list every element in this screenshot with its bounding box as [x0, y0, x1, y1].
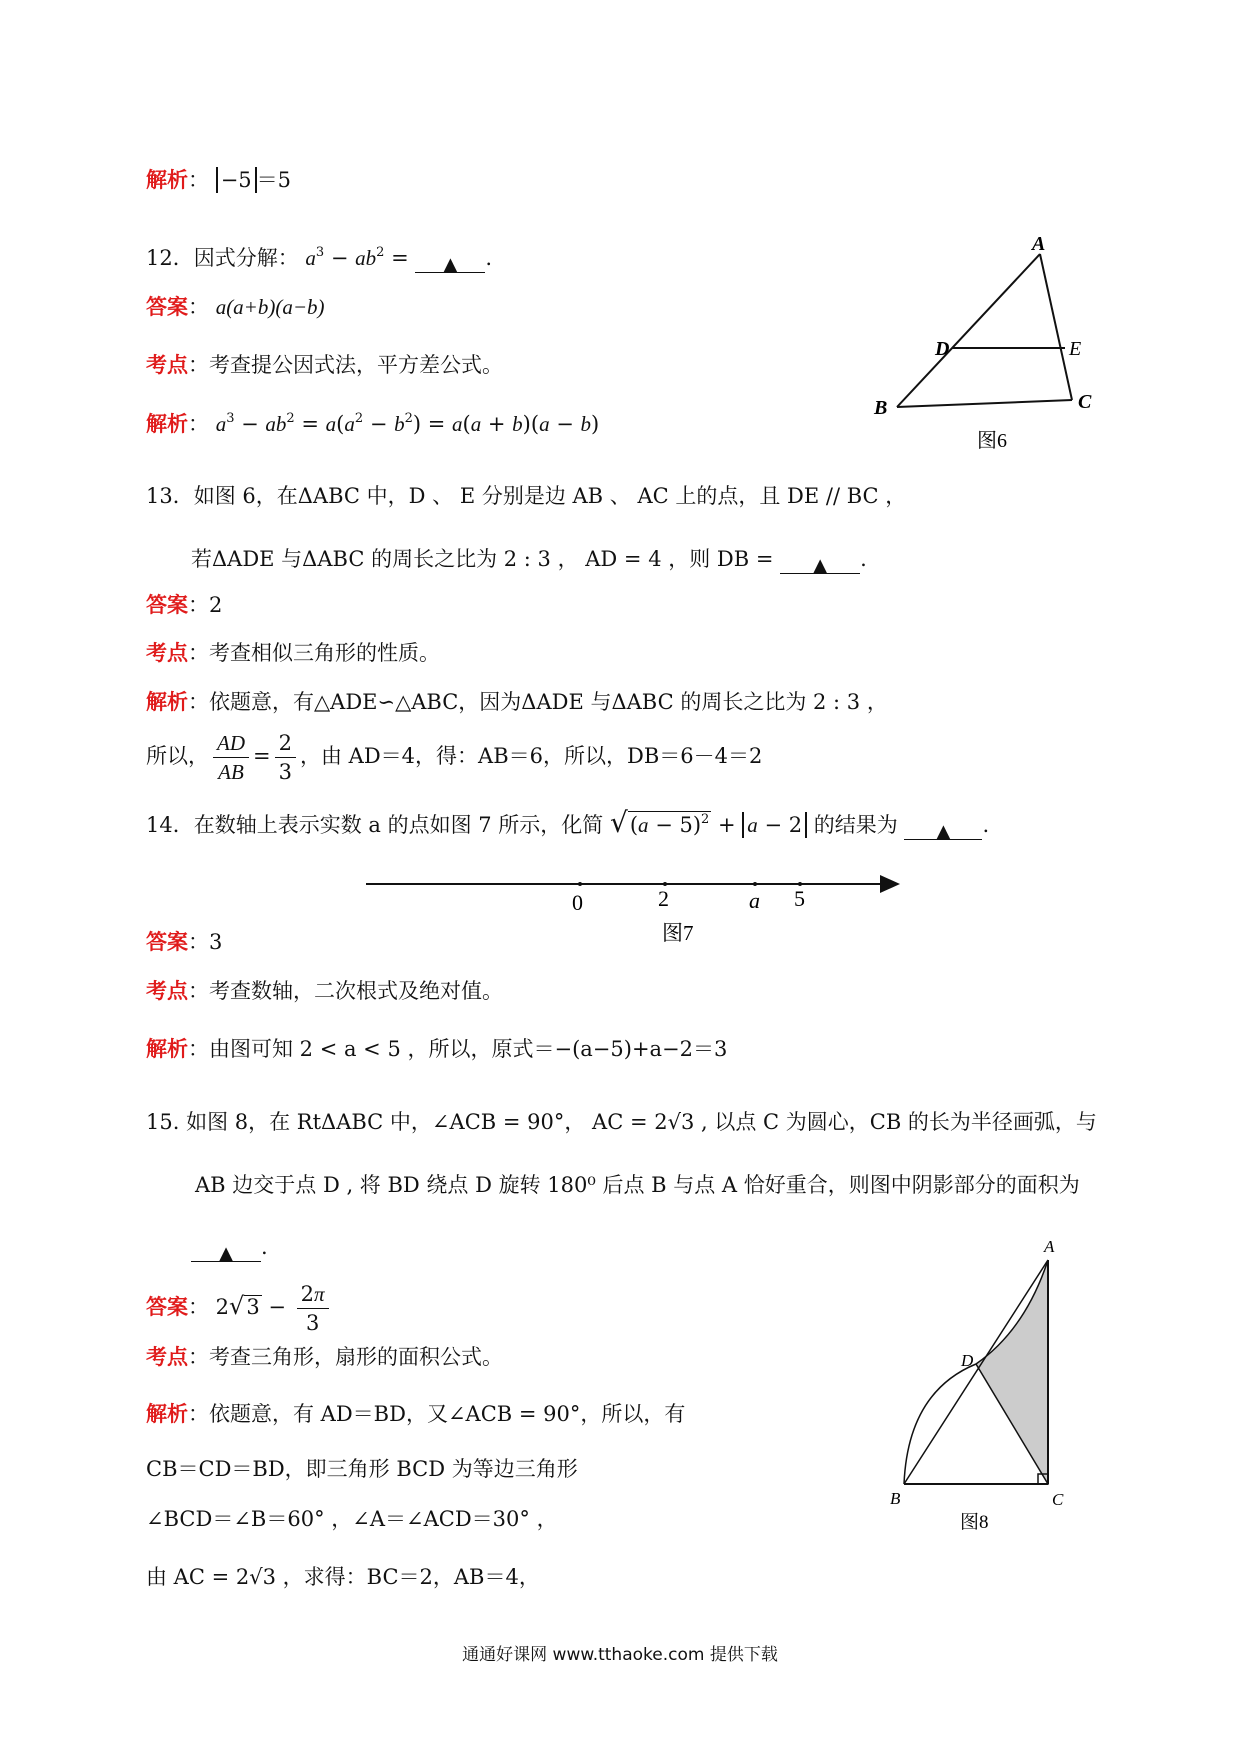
q12-answer: 答案： a(a+b)(a−b)	[146, 295, 325, 319]
fig8-label-B: B	[890, 1489, 901, 1508]
q12-question: 12．因式分解： $a^3 - ab^2$ = ▲ .	[146, 245, 493, 275]
q14-analysis: 解析：由图可知 2 < a < 5 ，所以，原式＝−(a−5)+a−2＝3	[146, 1037, 728, 1061]
fraction-2pi-3: $\frac{2\pi}{3}$	[297, 1280, 329, 1337]
q14-kaodian: 考点：考查数轴，二次根式及绝对值。	[146, 979, 503, 1003]
q13-analysis-2: 所以， $\frac{AD}{AB}$ = $\frac{2}{3}$ ，由 AD＝4，得：AB＝6，所以，DB＝6－4＝2	[146, 731, 763, 784]
q13-line1: 13．如图 6，在ΔABC 中，D 、 E 分别是边 AB 、 AC 上的点，且 DE // BC ，	[146, 484, 907, 508]
q12-analysis: 解析： $a^3 - ab^2 = a(a^2 - b^2) = a(a + b)(a - b)$	[146, 411, 600, 436]
tick-2-label: 2	[658, 886, 669, 911]
figure-6	[860, 230, 1120, 460]
fig6-label-D: D	[935, 338, 950, 360]
fig8-label-A: A	[1044, 1237, 1055, 1256]
q15-analysis-3: ∠BCD＝∠B＝60° ，∠A＝∠ACD＝30° ，	[146, 1507, 558, 1531]
fig7-caption: 图7	[662, 921, 694, 945]
answer-blank: ▲	[191, 1237, 261, 1262]
q15-answer: 答案： 2√3 − $\frac{2\pi}{3}$	[146, 1276, 333, 1337]
answer-blank: ▲	[780, 549, 860, 574]
fraction-AD-AB: $\frac{AD}{AB}$	[213, 729, 249, 786]
abs-expression: a − 2	[742, 812, 807, 838]
fig6-side-AC	[1040, 254, 1072, 400]
fig8-shaded-region	[976, 1260, 1048, 1484]
fig6-side-BC	[897, 400, 1072, 407]
fig6-caption: 图6	[977, 430, 1007, 452]
answer-blank: ▲	[415, 248, 485, 273]
q15-line2: AB 边交于点 D , 将 BD 绕点 D 旋转 180⁰ 后点 B 与点 A 恰好重合，则图中阴影部分的面积为	[195, 1173, 1080, 1197]
fraction-2-3: $\frac{2}{3}$	[275, 729, 296, 786]
fig6-label-B: B	[874, 397, 888, 419]
q15-kaodian: 考点：考查三角形，扇形的面积公式。	[146, 1345, 503, 1369]
fig6-side-AB	[897, 254, 1040, 407]
fig8-caption: 图8	[960, 1512, 989, 1533]
answer-blank: ▲	[904, 815, 982, 840]
figure-7	[360, 862, 900, 962]
fig8-label-C: C	[1052, 1490, 1064, 1509]
page-footer: 通通好课网 www.tthaoke.com 提供下载	[462, 1645, 778, 1665]
q13-answer: 答案：2	[146, 593, 223, 617]
fig6-label-C: C	[1078, 391, 1092, 413]
q14-answer: 答案：3	[146, 930, 223, 954]
analysis-label: 解析	[146, 168, 188, 192]
q14-question: 14．在数轴上表示实数 a 的点如图 7 所示，化简 $√(a - 5)^2 + a - 2$ 的结果为 ▲ .	[146, 806, 990, 842]
figure-8	[880, 1220, 1090, 1550]
fig6-label-E: E	[1069, 338, 1082, 360]
q13-analysis-1: 解析：依题意，有△ADE∽△ABC，因为ΔADE 与ΔABC 的周长之比为 2 : 3 ，	[146, 690, 888, 714]
tick-0-label: 0	[572, 890, 583, 915]
q11-analysis: 解析： −5 ＝5	[146, 168, 292, 192]
q15-blank-line: ▲ .	[191, 1232, 268, 1262]
tick-a-dot	[753, 882, 757, 886]
q11-result: ＝5	[256, 168, 292, 192]
tick-5-label: 5	[794, 886, 805, 911]
q12-kaodian: 考点：考查提公因式法，平方差公式。	[146, 353, 503, 377]
abs-expression: −5	[216, 167, 257, 193]
q15-analysis-1: 解析：依题意，有 AD＝BD，又∠ACB = 90°，所以，有	[146, 1402, 686, 1426]
q13-line2: 若ΔADE 与ΔABC 的周长之比为 2 : 3 ， AD = 4 ，则 DB = ▲ .	[191, 547, 867, 576]
q15-analysis-4: 由 AC = 2√3 ，求得：BC＝2，AB＝4，	[146, 1565, 540, 1589]
sqrt-expression: $(a - 5)^2$	[629, 812, 710, 837]
q12-answer-value: a(a+b)(a−b)	[215, 295, 325, 319]
tick-a-label: a	[749, 888, 760, 913]
tick-0-dot	[578, 882, 582, 886]
arrow-head	[880, 875, 900, 893]
q13-kaodian: 考点：考查相似三角形的性质。	[146, 641, 440, 665]
fig6-label-A: A	[1032, 233, 1046, 255]
fig8-label-D: D	[961, 1351, 974, 1370]
q15-line1: 15. 如图 8，在 RtΔABC 中，∠ACB = 90°， AC = 2√3 , 以点 C 为圆心，CB 的长为半径画弧，与	[146, 1110, 1097, 1134]
q15-analysis-2: CB＝CD＝BD，即三角形 BCD 为等边三角形	[146, 1457, 578, 1481]
